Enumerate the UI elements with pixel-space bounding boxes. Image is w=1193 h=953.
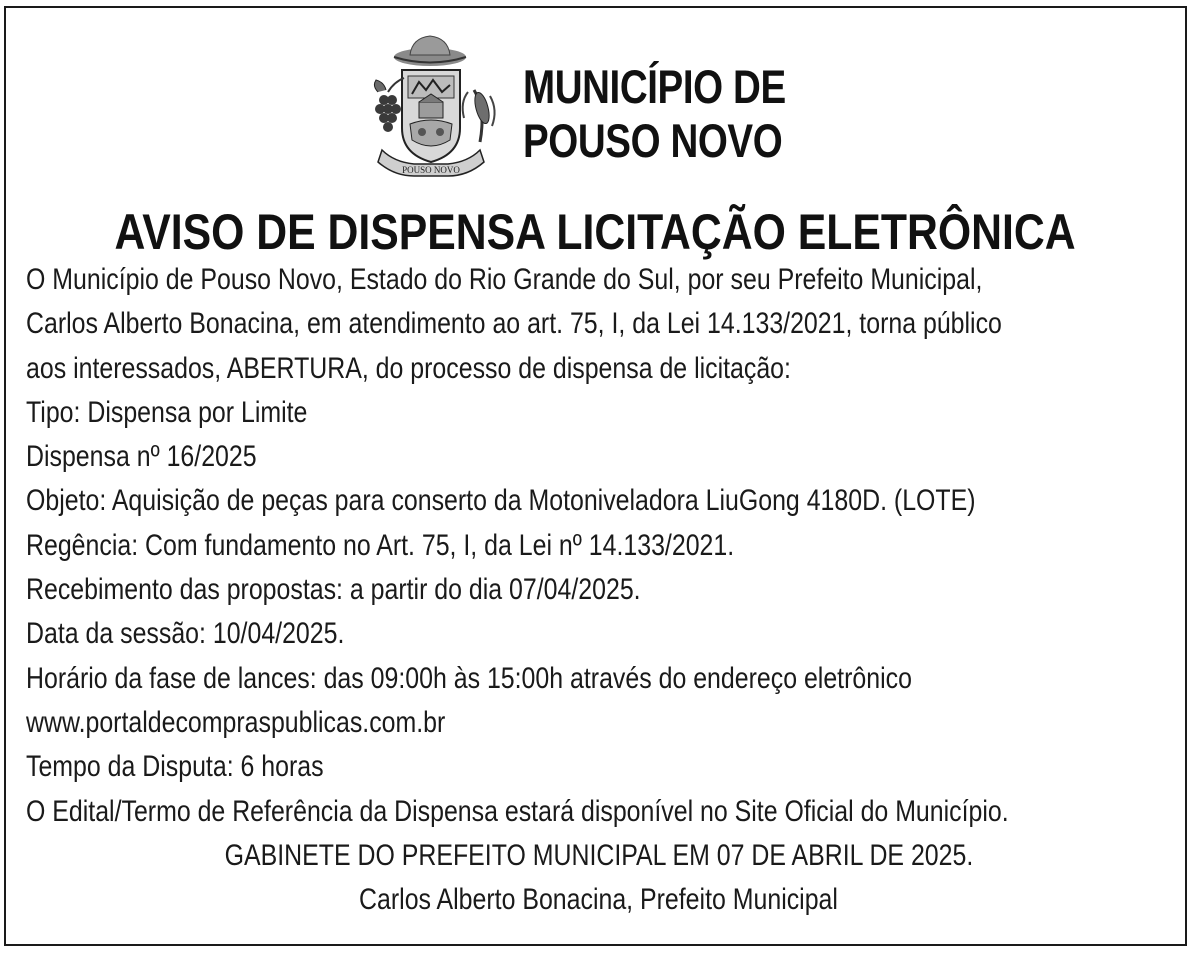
- intro-line-1: O Município de Pouso Novo, Estado do Rio Grande do Sul, por seu Prefeito Municipal,: [26, 263, 983, 296]
- municipality-name-line2: POUSO NOVO: [523, 114, 783, 167]
- gabinete-text: GABINETE DO PREFEITO MUNICIPAL EM 07 DE ABRIL DE 2025.: [224, 838, 973, 872]
- notice-frame: [4, 6, 1187, 946]
- signature-text: Carlos Alberto Bonacina, Prefeito Municipal: [359, 883, 838, 917]
- municipality-name-line1: MUNICÍPIO DE: [523, 60, 786, 113]
- crest-ribbon-text: POUSO NOVO: [402, 165, 460, 175]
- data-sessao-line: Data da sessão: 10/04/2025.: [26, 617, 345, 651]
- recebimento-line: Recebimento das propostas: a partir do dia 07/04/2025.: [26, 573, 641, 607]
- objeto-line: Objeto: Aquisição de peças para conserto da Motoniveladora LiuGong 4180D. (LOTE): [26, 484, 976, 518]
- intro-line-2: Carlos Alberto Bonacina, em atendimento ao art. 75, I, da Lei 14.133/2021, torna público: [26, 307, 1002, 341]
- edital-line: O Edital/Termo de Referência da Dispensa estará disponível no Site Oficial do Município.: [26, 794, 1009, 828]
- gabinete-line: [26, 834, 1171, 878]
- notice-body: [26, 258, 1171, 922]
- horario-line: Horário da fase de lances: das 09:00h às 15:00h através do endereço eletrônico: [26, 661, 912, 695]
- municipality-name: [523, 60, 786, 168]
- regencia-line: Regência: Com fundamento no Art. 75, I, da Lei nº 14.133/2021.: [26, 528, 735, 562]
- notice-title-text: AVISO DE DISPENSA LICITAÇÃO ELETRÔNICA: [114, 204, 1077, 260]
- notice-title: [6, 202, 1185, 262]
- notice-header: [6, 30, 1185, 180]
- signature-line: [26, 878, 1171, 922]
- dispensa-number-line: Dispensa nº 16/2025: [26, 440, 257, 474]
- portal-website-link[interactable]: www.portaldecompraspublicas.com.br: [26, 705, 446, 739]
- municipal-coat-of-arms-icon: [364, 30, 514, 180]
- intro-line-3: aos interessados, ABERTURA, do processo de dispensa de licitação:: [26, 351, 791, 385]
- tempo-disputa-line: Tempo da Disputa: 6 horas: [26, 750, 324, 784]
- tipo-line: Tipo: Dispensa por Limite: [26, 395, 308, 429]
